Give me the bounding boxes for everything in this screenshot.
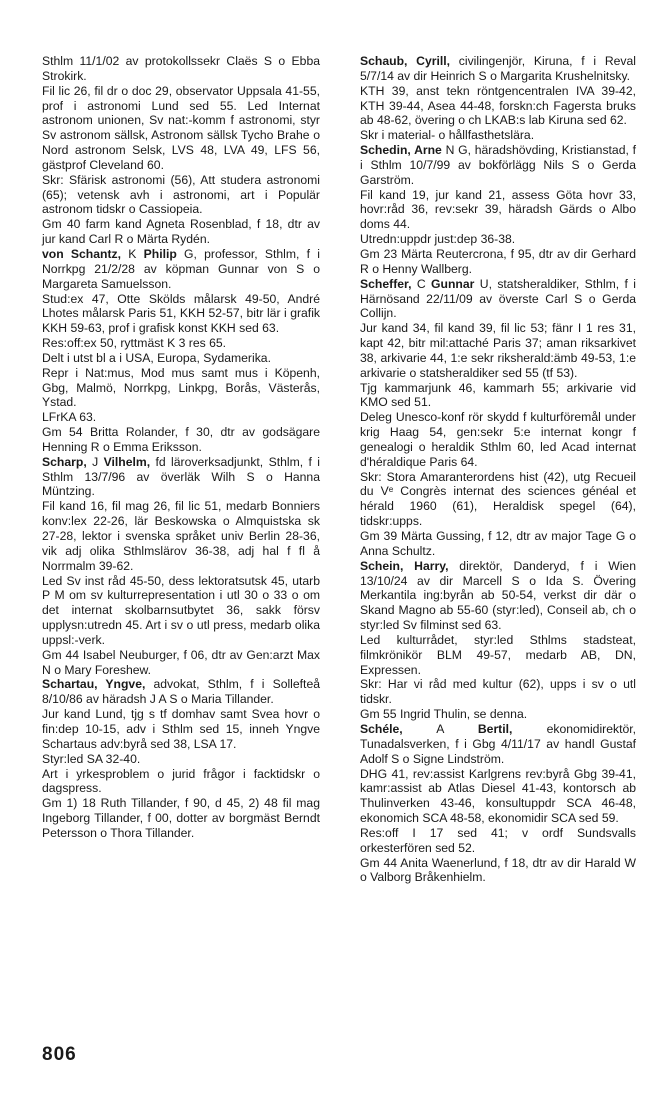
entry-paragraph: Fil lic 26, fil dr o doc 29, observator Uppsala 41-55, prof i astronomi Lund sed 55. Led Internat astronom unionen, Sv nat:-komm f astronomi, styr Sv astronom sällsk, Astronom sällsk Tycho Brahe o Nord astronom Selsk, LVS 48, LVA 49, LFS 56, gästprof Cleveland 60. xyxy=(42,83,320,172)
entry-name: Schartau, Yngve, xyxy=(42,677,146,692)
entry-paragraph: Art i yrkesproblem o jurid frågor i facktidskr o dagspress. xyxy=(42,766,320,796)
entry-name: von Schantz, xyxy=(42,246,122,261)
entry-paragraph: Fil kand 19, jur kand 21, assess Göta hovr 33, hovr:råd 36, rev:sekr 39, häradsh Gärds o Albo doms 44. xyxy=(360,187,636,232)
entry-paragraph: Deleg Unesco-konf rör skydd f kulturföremål under krig Haag 54, gen:sekr 5:e internat kongr f genealogi o heraldik Sthlm 60, led Acad internat d'héraldique Paris 64. xyxy=(360,410,636,469)
entry-paragraph: Led kulturrådet, styr:led Sthlms stadsteat, filmkrönikör BLM 49-57, medarb AB, DN, Expressen. xyxy=(360,632,636,677)
entry-paragraph: Jur kand 34, fil kand 39, fil lic 53; fänr I 1 res 31, kapt 42, bitr mil:attaché Paris 37; aman riksarkivet 38, arkivarie 44, 1:e sekr riksherald:ämb 49-53, 1:e arkivarie o statsheraldiker sed 55 (tf 53). xyxy=(360,321,636,380)
entry-heading xyxy=(42,455,320,500)
entry-called-name: Bertil, xyxy=(477,721,513,736)
entry-heading xyxy=(360,54,636,84)
entry-paragraph: Skr: Sfärisk astronomi (56), Att studera astronomi (65); vetensk avh i astronomi, art i Populär astronom tidskr o Cassiopeia. xyxy=(42,172,320,217)
entry-paragraph: Sthlm 11/1/02 av protokollssekr Claës S o Ebba Strokirk. xyxy=(42,54,320,83)
entry-paragraph: Fil kand 16, fil mag 26, fil lic 51, medarb Bonniers konv:lex 22-26, lär Beskowska o Almquistska sk 27-28, lektor i svenska språket univ Berlin 28-36, vik adj olika Sthlmslärov 36-38, adj hal f fl å Norrmalm 39-62. xyxy=(42,499,320,573)
entry-paragraph: Gm 39 Märta Gussing, f 12, dtr av major Tage G o Anna Schultz. xyxy=(360,529,636,558)
entry-paragraph: Led Sv inst råd 45-50, dess lektoratsutsk 45, utarb P M om sv kulturrepresentation i utl 30 o 33 o om det internat skolbarnsutbytet 36, sakk försv upplysn:utredn 45. Art i sv o utl press, medarb olika uppsl:-verk. xyxy=(42,573,320,647)
entry-paragraph: Gm 1) 18 Ruth Tillander, f 90, d 45, 2) 48 fil mag Ingeborg Tillander, f 00, dotter av borgmäst Berndt Petersson o Thora Tillander. xyxy=(42,796,320,840)
entry-details: advokat, Sthlm, f i Sollefteå 8/10/86 av häradsh J A S o Maria Tillander. xyxy=(42,677,320,707)
entry-heading xyxy=(360,277,636,322)
entry-name: Schéle, xyxy=(360,721,403,736)
entry-heading xyxy=(360,722,636,767)
entry-heading xyxy=(42,247,320,292)
entry-given-name: K xyxy=(128,246,137,261)
page-number: 806 xyxy=(42,1044,77,1065)
entry-heading xyxy=(360,559,636,633)
entry-paragraph: LFrKA 63. xyxy=(42,410,97,425)
entry-details: ekonomidirektör, Tunadalsverken, f i Gbg 4/11/17 av handl Gustaf Adolf S o Signe Lindström. xyxy=(360,721,637,766)
entry-given-name: A xyxy=(436,721,444,736)
entry-paragraph: Gm 23 Märta Reutercrona, f 95, dtr av dir Gerhard R o Henny Wallberg. xyxy=(360,246,636,276)
entry-name: Scheffer, xyxy=(360,276,412,291)
entry-heading xyxy=(360,143,636,188)
entry-paragraph: Gm 44 Anita Waenerlund, f 18, dtr av dir Harald W o Valborg Bråkenhielm. xyxy=(360,855,636,885)
entry-paragraph: Skr i material- o hållfasthetslära. xyxy=(360,128,535,143)
entry-paragraph: Skr: Stora Amaranterordens hist (42), utg Recueil du Vᵉ Congrès internat des sciences généal et hérald 1960 (61), Heraldisk spegel (64), tidskr:upps. xyxy=(360,469,636,529)
entry-details: direktör, Danderyd, f i Wien 13/10/24 av dir Marcell S o Ida S. Övering Merkantila ing:byrån ab 50-54, verkst dir där o Skand Magno ab 55-60 (styr:led), Conseil ab, ch o styr:led Sv filminst sed 63. xyxy=(360,558,636,633)
entry-paragraph: Jur kand Lund, tjg s tf domhav samt Svea hovr o fin:dep 10-15, adv i Sthlm sed 15, inneh Yngve Schartaus adv:byrå sed 38, LSA 17. xyxy=(42,707,320,751)
right-column xyxy=(360,54,636,885)
entry-given-name: C xyxy=(416,276,426,291)
entry-paragraph: Repr i Nat:mus, Mod mus samt mus i Köpenh, Gbg, Malmö, Norrkpg, Linkpg, Borås, Västerås, Ystad. xyxy=(42,365,320,410)
entry-paragraph: Stud:ex 47, Otte Skölds målarsk 49-50, André Lhotes målarsk Paris 51, KKH 52-57, bitr lär i grafik KKH 59-63, prof i grafisk konst KKH sed 63. xyxy=(42,291,320,336)
entry-called-name: Gunnar xyxy=(431,276,475,291)
entry-paragraph: Skr: Har vi råd med kultur (62), upps i sv o utl tidskr. xyxy=(360,677,636,707)
entry-details: N G, häradshövding, Kristianstad, f i Sthlm 10/7/99 av bokförlägg Nils S o Gerda Garström. xyxy=(360,143,636,187)
left-column xyxy=(42,54,320,841)
entry-details: civilingenjör, Kiruna, f i Reval 5/7/14 av dir Heinrich S o Margarita Krushelnitsky. xyxy=(360,54,636,83)
entry-paragraph: KTH 39, anst tekn röntgencentralen IVA 39-42, KTH 39-44, Asea 44-48, forskn:ch Fagersta bruks ab 48-62, övering o ch LKAB:s lab Kiruna sed 62. xyxy=(360,83,636,128)
entry-paragraph: Utredn:uppdr just:dep 36-38. xyxy=(360,232,516,247)
entry-paragraph: Gm 55 Ingrid Thulin, se denna. xyxy=(360,707,528,722)
entry-details: U, statsheraldiker, Sthlm, f i Härnösand 22/11/09 av överste Carl S o Gerda Collijn. xyxy=(360,276,637,321)
entry-paragraph: Res:off I 17 sed 41; v ordf Sundsvalls orkesterfören sed 52. xyxy=(360,825,636,855)
entry-details: G, professor, Sthlm, f i Norrkpg 21/2/28 av köpman Gunnar von S o Margareta Samuelsson. xyxy=(42,246,320,291)
entry-paragraph: Gm 40 farm kand Agneta Rosenblad, f 18, dtr av jur kand Carl R o Märta Rydén. xyxy=(42,217,320,247)
entry-called-name: Vilhelm, xyxy=(103,454,151,469)
entry-paragraph: Styr:led SA 32-40. xyxy=(42,751,141,766)
entry-given-name: J xyxy=(92,454,99,469)
entry-heading xyxy=(42,677,320,707)
entry-details: fd läroverksadjunkt, Sthlm, f i Sthlm 13/7/96 av överläk Wilh S o Hanna Müntzing. xyxy=(42,454,320,499)
entry-paragraph: Tjg kammarjunk 46, kammarh 55; arkivarie vid KMO sed 51. xyxy=(360,380,636,410)
entry-name: Schein, Harry, xyxy=(360,558,449,573)
entry-paragraph: DHG 41, rev:assist Karlgrens rev:byrå Gbg 39-41, kamr:assist ab Atlas Diesel 41-43, kontorsch ab Thulinverken 43-46, konsultuppdr SCA 46-48, ekonomich SCA 48-58, ekonomidir SCA sed 59. xyxy=(360,766,636,826)
entry-paragraph: Res:off:ex 50, ryttmäst K 3 res 65. xyxy=(42,336,227,351)
entry-paragraph: Gm 44 Isabel Neuburger, f 06, dtr av Gen:arzt Max N o Mary Foreshew. xyxy=(42,647,320,677)
entry-called-name: Philip xyxy=(143,246,177,261)
entry-paragraph: Delt i utst bl a i USA, Europa, Sydamerika. xyxy=(42,350,271,365)
entry-name: Schedin, Arne xyxy=(360,143,442,158)
entry-name: Schaub, Cyrill, xyxy=(360,54,451,68)
entry-paragraph: Gm 54 Britta Rolander, f 30, dtr av godsägare Henning R o Emma Eriksson. xyxy=(42,425,320,454)
entry-name: Scharp, xyxy=(42,454,87,469)
